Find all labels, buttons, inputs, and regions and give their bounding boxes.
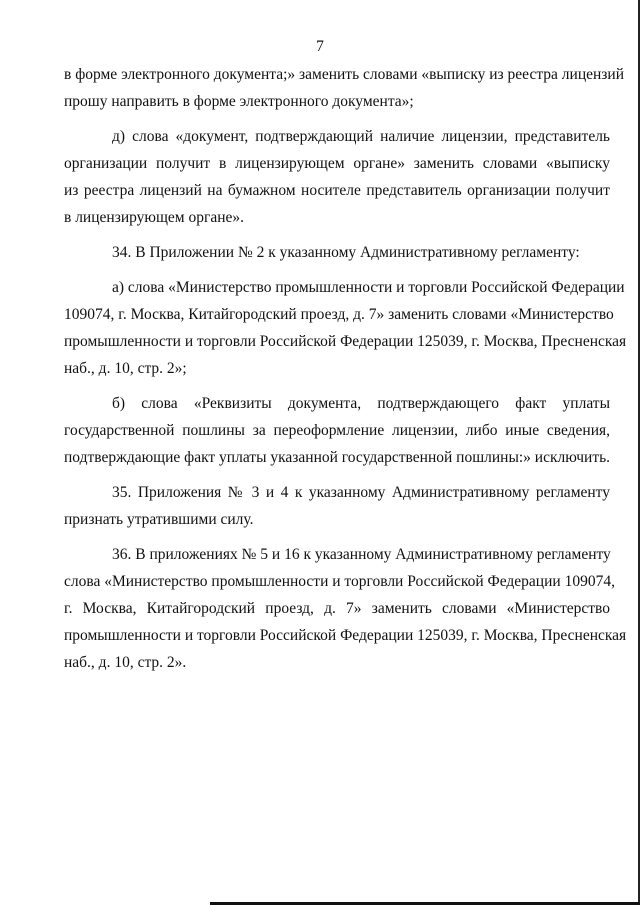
text-line: прошу направить в форме электронного документа»; [64,93,414,110]
text-line: признать утратившими силу. [64,511,254,528]
text-line: слова «Министерство промышленности и торговли Российской Федерации 109074, [64,573,615,590]
text-line: государственной пошлины за переоформление лицензии, либо иные сведения, [64,422,610,439]
text-line: подтверждающие факт уплаты указанной государственной пошлины:» исключить. [64,449,611,466]
text-line: 36. В приложениях № 5 и 16 к указанному Административному регламенту [112,546,611,563]
text-line: б) слова «Реквизиты документа, подтверждающего факт уплаты [112,395,610,412]
document-body [64,61,627,676]
page-number: 7 [316,38,324,55]
text-line: 109074, г. Москва, Китайгородский проезд, д. 7» заменить словами «Министерство [64,306,614,323]
text-line: в лицензирующем органе». [64,209,245,226]
text-line: 35. Приложения № 3 и 4 к указанному Административному регламенту [112,484,610,501]
text-line: промышленности и торговли Российской Федерации 125039, г. Москва, Пресненская [64,627,627,644]
text-line: из реестра лицензий на бумажном носителе представитель организации получит [64,182,610,199]
text-line: д) слова «документ, подтверждающий наличие лицензии, представитель [112,128,610,145]
text-line: наб., д. 10, стр. 2»; [64,360,187,377]
text-line: промышленности и торговли Российской Федерации 125039, г. Москва, Пресненская [64,333,627,350]
text-line: 34. В Приложении № 2 к указанному Административному регламенту: [112,244,580,261]
text-line: организации получит в лицензирующем органе» заменить словами «выписку [64,155,610,172]
text-line: наб., д. 10, стр. 2». [64,654,187,671]
text-line: г. Москва, Китайгородский проезд, д. 7» заменить словами «Министерство [64,600,610,617]
text-line: в форме электронного документа;» заменить словами «выписку из реестра лицензий [64,66,624,83]
text-line: а) слова «Министерство промышленности и торговли Российской Федерации [112,279,625,296]
